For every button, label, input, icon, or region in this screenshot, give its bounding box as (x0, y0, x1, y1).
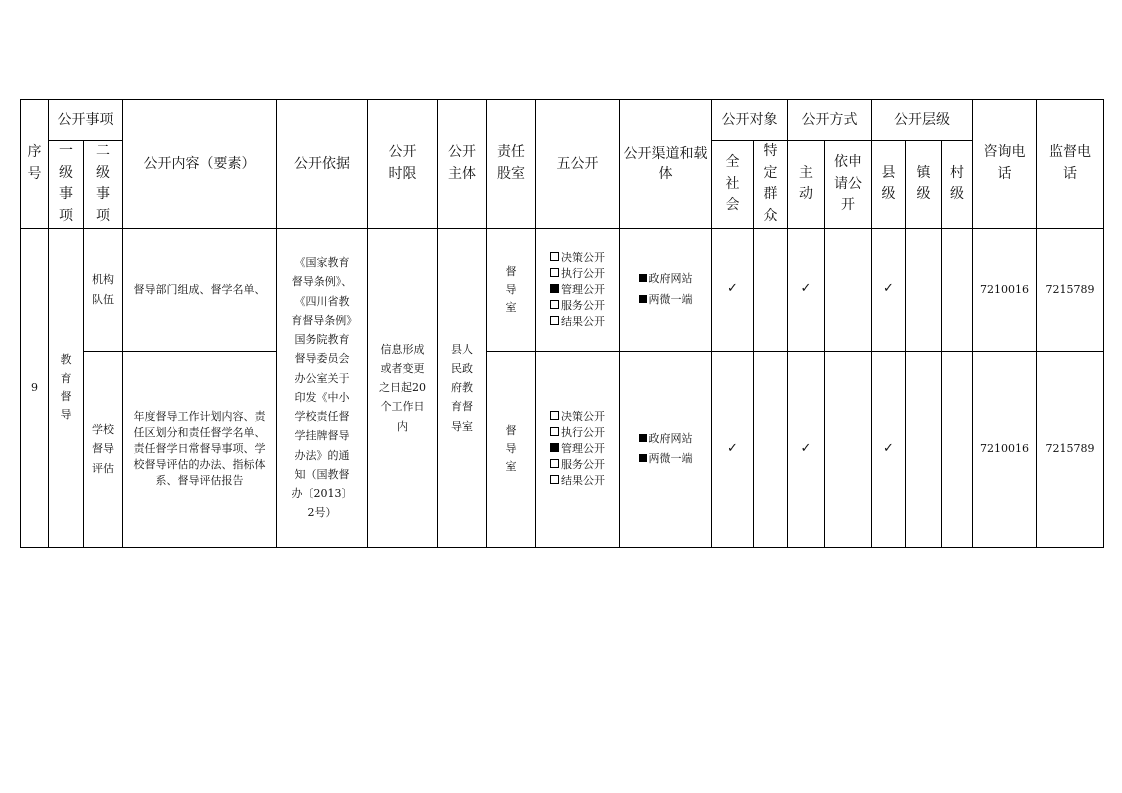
five-item: 结果公开 (550, 473, 605, 489)
disclosure-table (20, 99, 1104, 548)
cell-content: 督导部门组成、督学名单、 (123, 228, 277, 351)
table-row (21, 228, 1104, 351)
header-subject: 公开主体 (438, 100, 487, 229)
cell-channel (620, 228, 712, 351)
cell-five (536, 228, 620, 351)
header-level2: 二级事项 (84, 141, 123, 229)
header-item-group: 公开事项 (49, 100, 123, 141)
cell-subject: 县人民政府教育督导室 (438, 228, 487, 547)
header-target-all: 全社会 (712, 141, 754, 229)
cell-consult-phone: 7210016 (973, 351, 1037, 547)
header-channel: 公开渠道和载体 (620, 100, 712, 229)
header-consult-phone: 咨询电话 (973, 100, 1037, 229)
cell-level2: 学校督导评估 (84, 351, 123, 547)
checkbox-icon (550, 459, 559, 468)
header-supervise-phone: 监督电话 (1037, 100, 1104, 229)
filled-square-icon (639, 454, 647, 462)
cell-target-specific (754, 351, 788, 547)
cell-seq: 9 (21, 228, 49, 547)
five-item: 服务公开 (550, 298, 605, 314)
channel-item: 两微一端 (639, 290, 693, 310)
table-row (21, 351, 1104, 547)
cell-dept: 督导室 (487, 351, 536, 547)
filled-square-icon (639, 434, 647, 442)
channel-list (639, 429, 693, 470)
basis-line-1: 《国家教育督导条例》、《四川省教育督导条例》 (291, 256, 358, 327)
header-target-specific: 特定群众 (754, 141, 788, 229)
channel-item: 政府网站 (639, 429, 693, 449)
header-row-1 (21, 100, 1104, 141)
header-five: 五公开 (536, 100, 620, 229)
cell-level-village (942, 351, 973, 547)
header-level-county: 县级 (872, 141, 906, 229)
header-method-group: 公开方式 (788, 100, 872, 141)
channel-item: 政府网站 (639, 269, 693, 289)
cell-dept: 督导室 (487, 228, 536, 351)
cell-method-active: ✓ (788, 228, 825, 351)
five-item: 决策公开 (550, 250, 605, 266)
five-item: 服务公开 (550, 457, 605, 473)
five-item: 管理公开 (550, 441, 605, 457)
checkbox-icon (550, 475, 559, 484)
filled-square-icon (639, 274, 647, 282)
five-item: 结果公开 (550, 314, 605, 330)
cell-level2: 机构队伍 (84, 228, 123, 351)
cell-consult-phone: 7210016 (973, 228, 1037, 351)
cell-target-all: ✓ (712, 351, 754, 547)
five-item: 决策公开 (550, 409, 605, 425)
cell-level-county: ✓ (872, 228, 906, 351)
checkbox-icon (550, 316, 559, 325)
checkbox-icon (550, 252, 559, 261)
cell-level-town (906, 351, 942, 547)
cell-supervise-phone: 7215789 (1037, 351, 1104, 547)
header-level1: 一级事项 (49, 141, 84, 229)
header-method-active: 主动 (788, 141, 825, 229)
five-checklist (550, 250, 605, 330)
checkbox-checked-icon (550, 284, 559, 293)
cell-method-apply (825, 228, 872, 351)
filled-square-icon (639, 295, 647, 303)
header-content: 公开内容（要素） (123, 100, 277, 229)
checkbox-icon (550, 411, 559, 420)
five-item: 管理公开 (550, 282, 605, 298)
cell-method-active: ✓ (788, 351, 825, 547)
cell-level1: 教育督导 (49, 228, 84, 547)
header-basis: 公开依据 (277, 100, 368, 229)
header-dept: 责任股室 (487, 100, 536, 229)
cell-basis (277, 228, 368, 547)
cell-time-limit: 信息形成或者变更之日起20个工作日内 (368, 228, 438, 547)
five-item: 执行公开 (550, 266, 605, 282)
channel-list (639, 269, 693, 310)
cell-level-village (942, 228, 973, 351)
header-level-village: 村级 (942, 141, 973, 229)
cell-target-all: ✓ (712, 228, 754, 351)
cell-channel (620, 351, 712, 547)
checkbox-checked-icon (550, 443, 559, 452)
cell-level-county: ✓ (872, 351, 906, 547)
five-item: 执行公开 (550, 425, 605, 441)
cell-supervise-phone: 7215789 (1037, 228, 1104, 351)
cell-level-town (906, 228, 942, 351)
header-method-apply: 依申请公开 (825, 141, 872, 229)
basis-line-2: 国务院教育督导委员会办公室关于印发《中小学校责任督学挂牌督导办法》的通知（国教督办〔2013〕2号） (291, 333, 353, 520)
cell-target-specific (754, 228, 788, 351)
checkbox-icon (550, 427, 559, 436)
cell-content: 年度督导工作计划内容、责任区划分和责任督学名单、责任督学日常督导事项、学校督导评估的办法、指标体系、督导评估报告 (123, 351, 277, 547)
cell-method-apply (825, 351, 872, 547)
header-seq: 序号 (21, 100, 49, 229)
header-level-town: 镇级 (906, 141, 942, 229)
header-level-group: 公开层级 (872, 100, 973, 141)
five-checklist (550, 409, 605, 489)
checkbox-icon (550, 268, 559, 277)
channel-item: 两微一端 (639, 449, 693, 469)
header-target-group: 公开对象 (712, 100, 788, 141)
cell-five (536, 351, 620, 547)
checkbox-icon (550, 300, 559, 309)
header-time-limit: 公开时限 (368, 100, 438, 229)
